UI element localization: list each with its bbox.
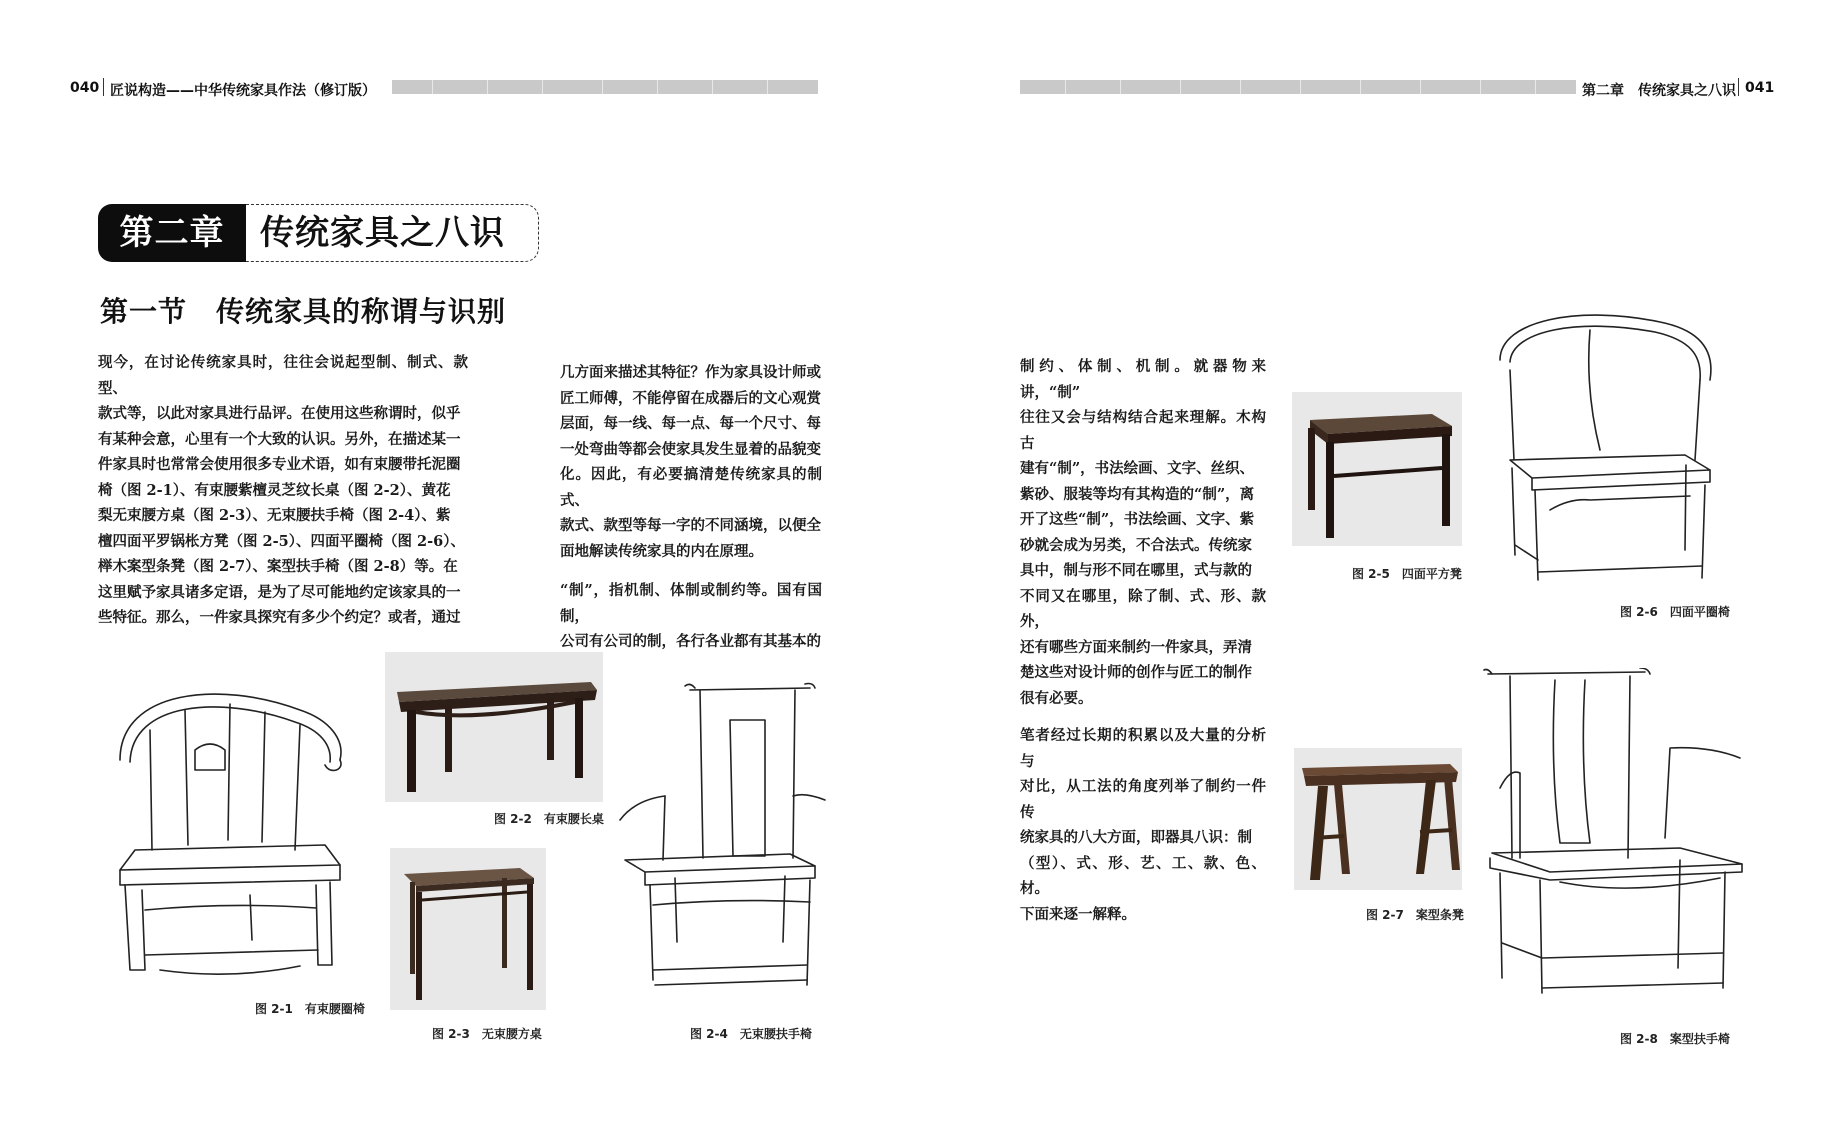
chapter-label: 第二章 [98,204,246,262]
text-line: 椅（图 2-1）、有束腰紫檀灵芝纹长桌（图 2-2）、黄花 [98,481,451,499]
left-page-number: 040 [70,80,100,96]
caption-fig-2-4: 图 2-4 无束腰扶手椅 [690,1027,812,1041]
text-column-2 [560,360,822,655]
figure-2-2-photo [385,652,603,802]
text-line: 建有“制”，书法绘画、文字、丝织、 [1020,460,1255,477]
text-line: 这里赋予家具诸多定语，是为了尽可能地约定该家具的一 [98,583,461,601]
figure-2-1-drawing [100,670,360,995]
figure-2-5-photo [1292,392,1462,546]
text-line: 化。因此，有必要搞清楚传统家具的制式、 [560,466,822,509]
text-line: 一处弯曲等都会使家具发生显着的品貌变 [560,440,821,458]
caption-fig-2-5: 图 2-5 四面平方凳 [1352,567,1462,581]
text-line: 几方面来描述其特征？作为家具设计师或 [560,364,821,381]
figure-2-8-drawing [1480,668,1745,1003]
text-line: 开了这些“制”，书法绘画、文字、紫 [1020,511,1255,528]
caption-fig-2-3: 图 2-3 无束腰方桌 [432,1027,542,1041]
caption-fig-2-2: 图 2-2 有束腰长桌 [494,812,604,826]
chapter-heading [98,204,526,262]
figure-2-3-photo [390,848,546,1010]
left-header-bar [392,80,818,94]
text-line: 统家具的八大方面，即器具八识：制 [1020,829,1252,846]
caption-fig-2-6: 图 2-6 四面平圈椅 [1620,605,1730,619]
text-line: 檀四面平罗锅枨方凳（图 2-5）、四面平圈椅（图 2-6）、 [98,532,465,550]
text-line: 件家具时也常常会使用很多专业术语，如有束腰带托泥圈 [98,456,461,473]
figure-2-7-photo [1294,748,1462,890]
figure-2-4-drawing [615,680,830,1010]
text-line: 层面，每一线、每一点、每一个尺寸、每 [560,415,821,432]
book-title: 匠说构造——中华传统家具作法（修订版） [110,83,376,99]
text-line: 梨无束腰方桌（图 2-3）、无束腰扶手椅（图 2-4）、紫 [98,507,451,524]
text-line: 榉木案型条凳（图 2-7）、案型扶手椅（图 2-8）等。在 [98,558,458,575]
text-line: 制约、体制、机制。就器物来讲，“制” [1020,358,1266,401]
chapter-title: 传统家具之八识 [246,204,539,262]
text-line: 匠工师傅，不能停留在成器后的文心观赏 [560,389,821,407]
text-line: 具中，制与形不同在哪里，式与款的 [1020,562,1252,579]
text-line: 下面来逐一解释。 [1020,905,1136,923]
text-line: 往往又会与结构结合起来理解。木构古 [1020,409,1266,452]
caption-fig-2-7: 图 2-7 案型条凳 [1366,908,1464,922]
caption-fig-2-1: 图 2-1 有束腰圈椅 [255,1002,365,1016]
text-line: 现今，在讨论传统家具时，往往会说起型制、制式、款型、 [98,354,468,397]
text-line: 还有哪些方面来制约一件家具，弄清 [1020,638,1252,656]
text-column-1 [98,350,468,631]
header-divider-right [1738,78,1739,96]
text-line: 不同又在哪里，除了制、式、形、款外， [1020,587,1266,630]
right-page-number: 041 [1745,80,1775,96]
caption-fig-2-8: 图 2-8 案型扶手椅 [1620,1032,1730,1046]
text-line: 些特征。那么，一件家具探究有多少个约定？或者，通过 [98,609,461,626]
text-line: 砂就会成为另类，不合法式。传统家 [1020,536,1252,554]
chapter-running-head: 第二章 传统家具之八识 [1582,83,1736,99]
text-column-3 [1020,354,1266,927]
section-title: 第一节 传统家具的称谓与识别 [100,295,507,328]
right-header-bar [1020,80,1576,94]
text-line: 面地解读传统家具的内在原理。 [560,542,763,560]
text-line: 公司有公司的制，各行各业都有其基本的 [560,633,821,650]
text-line: 紫砂、服装等均有其构造的“制”，离 [1020,485,1255,503]
text-line: “制”，指机制、体制或制约等。国有国制， [560,582,822,625]
text-line: 有某种会意，心里有一个大致的认识。另外，在描述某一 [98,430,461,448]
header-divider [103,78,104,96]
text-line: 款式等，以此对家具进行品评。在使用这些称谓时，似乎 [98,405,461,422]
text-line: 笔者经过长期的积累以及大量的分析与 [1020,727,1266,770]
text-line: 很有必要。 [1020,689,1093,707]
text-line: 楚这些对设计师的创作与匠工的制作 [1020,664,1252,681]
text-line: 对比，从工法的角度列举了制约一件传 [1020,778,1266,821]
text-line: （型）、式、形、艺、工、款、色、材。 [1020,854,1266,897]
figure-2-6-drawing [1490,310,1725,595]
text-line: 款式、款型等每一字的不同涵境，以便全 [560,517,821,534]
